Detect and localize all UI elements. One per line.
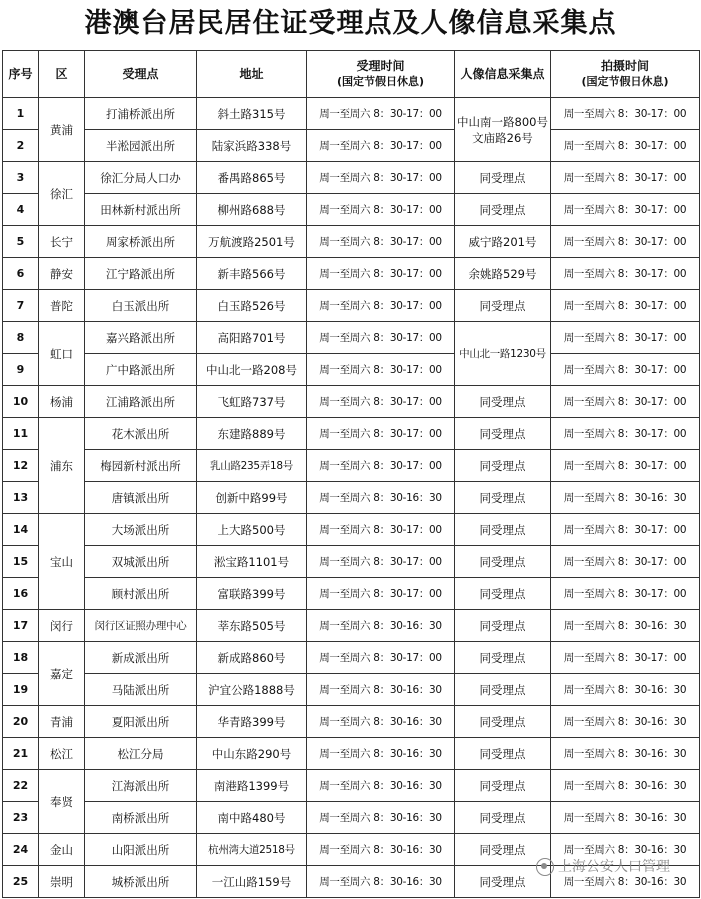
district-cell: 青浦 [39,706,85,738]
row-number: 20 [3,706,39,738]
hours-cell: 周一至周六 8：30-16：30 [307,610,455,642]
office-cell: 梅园新村派出所 [85,450,197,482]
office-cell: 大场派出所 [85,514,197,546]
address-cell: 白玉路526号 [197,290,307,322]
table-row [3,226,700,258]
photo-point-cell: 同受理点 [455,386,551,418]
table-row [3,706,700,738]
header-office: 受理点 [85,51,197,98]
photo-point-line: 文庙路26号 [472,130,533,145]
address-cell: 富联路399号 [197,578,307,610]
office-cell: 城桥派出所 [85,866,197,898]
table-row [3,482,700,514]
row-number: 17 [3,610,39,642]
office-cell: 山阳派出所 [85,834,197,866]
table-row [3,322,700,354]
district-cell: 静安 [39,258,85,290]
table-row [3,610,700,642]
row-number: 10 [3,386,39,418]
hours-cell: 周一至周六 8：30-17：00 [307,354,455,386]
photo-hours-cell: 周一至周六 8：30-17：00 [551,290,700,322]
photo-point-cell: 同受理点 [455,162,551,194]
address-cell: 上大路500号 [197,514,307,546]
address-cell: 淞宝路1101号 [197,546,307,578]
table-row [3,290,700,322]
row-number: 3 [3,162,39,194]
address-cell: 中山北一路208号 [197,354,307,386]
photo-point-cell [455,98,551,162]
office-cell: 半淞园派出所 [85,130,197,162]
district-cell: 金山 [39,834,85,866]
office-cell: 花木派出所 [85,418,197,450]
hours-cell: 周一至周六 8：30-16：30 [307,482,455,514]
photo-hours-cell: 周一至周六 8：30-16：30 [551,482,700,514]
table-row [3,354,700,386]
photo-hours-cell: 周一至周六 8：30-16：30 [551,834,700,866]
photo-hours-cell: 周一至周六 8：30-17：00 [551,418,700,450]
address-cell: 东建路889号 [197,418,307,450]
office-cell: 田林新村派出所 [85,194,197,226]
service-points-table [2,50,700,898]
office-cell: 江浦路派出所 [85,386,197,418]
office-cell: 松江分局 [85,738,197,770]
watermark-text: 上海公安人口管理 [558,859,670,875]
photo-point-cell: 同受理点 [455,802,551,834]
address-cell: 高阳路701号 [197,322,307,354]
district-cell: 奉贤 [39,770,85,834]
address-cell: 一江山路159号 [197,866,307,898]
row-number: 16 [3,578,39,610]
photo-point-cell: 余姚路529号 [455,258,551,290]
hours-cell: 周一至周六 8：30-17：00 [307,514,455,546]
photo-point-cell: 同受理点 [455,866,551,898]
table-row [3,386,700,418]
hours-cell: 周一至周六 8：30-17：00 [307,578,455,610]
photo-hours-cell: 周一至周六 8：30-17：00 [551,386,700,418]
address-cell: 沪宜公路1888号 [197,674,307,706]
photo-hours-cell: 周一至周六 8：30-17：00 [551,578,700,610]
header-no: 序号 [3,51,39,98]
district-cell: 浦东 [39,418,85,514]
row-number: 2 [3,130,39,162]
office-cell: 广中路派出所 [85,354,197,386]
table-row [3,738,700,770]
row-number: 8 [3,322,39,354]
hours-cell: 周一至周六 8：30-17：00 [307,258,455,290]
office-cell: 夏阳派出所 [85,706,197,738]
address-cell: 飞虹路737号 [197,386,307,418]
photo-hours-cell: 周一至周六 8：30-17：00 [551,130,700,162]
header-address: 地址 [197,51,307,98]
address-cell: 番禺路865号 [197,162,307,194]
row-number: 4 [3,194,39,226]
office-cell: 江海派出所 [85,770,197,802]
row-number: 7 [3,290,39,322]
office-cell: 新成派出所 [85,642,197,674]
row-number: 1 [3,98,39,130]
photo-point-cell: 同受理点 [455,418,551,450]
address-cell: 陆家浜路338号 [197,130,307,162]
office-cell: 白玉派出所 [85,290,197,322]
table-row [3,162,700,194]
photo-point-cell: 同受理点 [455,194,551,226]
hours-cell: 周一至周六 8：30-16：30 [307,770,455,802]
district-cell: 闵行 [39,610,85,642]
photo-hours-cell: 周一至周六 8：30-17：00 [551,450,700,482]
photo-hours-cell: 周一至周六 8：30-17：00 [551,514,700,546]
office-cell: 打浦桥派出所 [85,98,197,130]
photo-hours-cell: 周一至周六 8：30-16：30 [551,770,700,802]
district-cell: 徐汇 [39,162,85,226]
hours-cell: 周一至周六 8：30-17：00 [307,386,455,418]
photo-hours-cell: 周一至周六 8：30-16：30 [551,866,700,898]
address-cell: 柳州路688号 [197,194,307,226]
photo-hours-cell: 周一至周六 8：30-16：30 [551,706,700,738]
photo-hours-cell: 周一至周六 8：30-17：00 [551,354,700,386]
address-cell: 创新中路99号 [197,482,307,514]
office-cell: 江宁路派出所 [85,258,197,290]
photo-point-cell: 威宁路201号 [455,226,551,258]
table-row [3,578,700,610]
office-cell: 嘉兴路派出所 [85,322,197,354]
page-title: 港澳台居民居住证受理点及人像信息采集点 [84,8,617,39]
photo-point-cell: 同受理点 [455,770,551,802]
hours-cell: 周一至周六 8：30-16：30 [307,834,455,866]
header-photo-hours [551,51,700,98]
hours-cell: 周一至周六 8：30-17：00 [307,290,455,322]
wechat-logo-icon [536,858,554,876]
header-hours-title: 受理时间 [356,59,405,73]
row-number: 21 [3,738,39,770]
hours-cell: 周一至周六 8：30-17：00 [307,546,455,578]
table-row [3,642,700,674]
row-number: 19 [3,674,39,706]
district-cell: 长宁 [39,226,85,258]
photo-hours-cell: 周一至周六 8：30-17：00 [551,226,700,258]
watermark [536,856,670,876]
address-cell: 新成路860号 [197,642,307,674]
district-cell: 宝山 [39,514,85,610]
photo-point-cell: 中山北一路1230号 [455,322,551,386]
hours-cell: 周一至周六 8：30-17：00 [307,226,455,258]
photo-hours-cell: 周一至周六 8：30-16：30 [551,610,700,642]
header-hours [307,51,455,98]
row-number: 6 [3,258,39,290]
photo-point-cell: 同受理点 [455,450,551,482]
table-row [3,546,700,578]
photo-point-cell: 同受理点 [455,514,551,546]
row-number: 18 [3,642,39,674]
office-cell: 双城派出所 [85,546,197,578]
header-row [3,51,700,98]
table-row [3,770,700,802]
address-cell: 万航渡路2501号 [197,226,307,258]
office-cell: 唐镇派出所 [85,482,197,514]
address-cell: 南港路1399号 [197,770,307,802]
hours-cell: 周一至周六 8：30-17：00 [307,322,455,354]
hours-cell: 周一至周六 8：30-16：30 [307,866,455,898]
table-row [3,194,700,226]
photo-hours-cell: 周一至周六 8：30-16：30 [551,674,700,706]
row-number: 9 [3,354,39,386]
address-cell: 莘东路505号 [197,610,307,642]
hours-cell: 周一至周六 8：30-17：00 [307,162,455,194]
header-photo-point: 人像信息采集点 [455,51,551,98]
office-cell: 南桥派出所 [85,802,197,834]
row-number: 22 [3,770,39,802]
hours-cell: 周一至周六 8：30-17：00 [307,194,455,226]
header-photo-note: (国定节假日休息) [581,75,669,88]
photo-hours-cell: 周一至周六 8：30-16：30 [551,738,700,770]
row-number: 15 [3,546,39,578]
row-number: 12 [3,450,39,482]
photo-point-cell: 同受理点 [455,834,551,866]
table-row [3,450,700,482]
row-number: 24 [3,834,39,866]
row-number: 14 [3,514,39,546]
table-row [3,258,700,290]
row-number: 23 [3,802,39,834]
district-cell: 普陀 [39,290,85,322]
photo-point-cell: 同受理点 [455,578,551,610]
header-hours-note: (国定节假日休息) [336,75,425,88]
hours-cell: 周一至周六 8：30-17：00 [307,98,455,130]
photo-point-line: 中山南一路800号 [457,114,548,129]
photo-point-cell: 同受理点 [455,482,551,514]
photo-point-cell: 同受理点 [455,642,551,674]
row-number: 11 [3,418,39,450]
photo-point-cell: 同受理点 [455,610,551,642]
address-cell: 乳山路235弄18号 [197,450,307,482]
photo-hours-cell: 周一至周六 8：30-17：00 [551,98,700,130]
address-cell: 南中路480号 [197,802,307,834]
address-cell: 斜土路315号 [197,98,307,130]
office-cell: 周家桥派出所 [85,226,197,258]
table-row [3,514,700,546]
photo-hours-cell: 周一至周六 8：30-16：30 [551,802,700,834]
photo-hours-cell: 周一至周六 8：30-17：00 [551,194,700,226]
table-row [3,130,700,162]
table-row [3,802,700,834]
header-photo-title: 拍摄时间 [600,59,649,73]
hours-cell: 周一至周六 8：30-17：00 [307,450,455,482]
row-number: 25 [3,866,39,898]
district-cell: 嘉定 [39,642,85,706]
photo-point-cell: 同受理点 [455,290,551,322]
photo-hours-cell: 周一至周六 8：30-17：00 [551,322,700,354]
hours-cell: 周一至周六 8：30-17：00 [307,642,455,674]
district-cell: 虹口 [39,322,85,386]
hours-cell: 周一至周六 8：30-17：00 [307,418,455,450]
address-cell: 新丰路566号 [197,258,307,290]
office-cell: 徐汇分局人口办 [85,162,197,194]
photo-point-cell: 同受理点 [455,706,551,738]
photo-point-cell: 同受理点 [455,674,551,706]
table-row [3,674,700,706]
district-cell: 杨浦 [39,386,85,418]
office-cell: 闵行区证照办理中心 [85,610,197,642]
office-cell: 顾村派出所 [85,578,197,610]
photo-hours-cell: 周一至周六 8：30-17：00 [551,258,700,290]
district-cell: 松江 [39,738,85,770]
header-district: 区 [39,51,85,98]
address-cell: 杭州湾大道2518号 [197,834,307,866]
district-cell: 崇明 [39,866,85,898]
district-cell: 黄浦 [39,98,85,162]
photo-hours-cell: 周一至周六 8：30-17：00 [551,162,700,194]
row-number: 5 [3,226,39,258]
hours-cell: 周一至周六 8：30-16：30 [307,802,455,834]
photo-point-cell: 同受理点 [455,738,551,770]
hours-cell: 周一至周六 8：30-16：30 [307,706,455,738]
photo-point-cell: 同受理点 [455,546,551,578]
table-row [3,98,700,130]
hours-cell: 周一至周六 8：30-16：30 [307,738,455,770]
row-number: 13 [3,482,39,514]
hours-cell: 周一至周六 8：30-17：00 [307,130,455,162]
hours-cell: 周一至周六 8：30-16：30 [307,674,455,706]
photo-hours-cell: 周一至周六 8：30-17：00 [551,546,700,578]
office-cell: 马陆派出所 [85,674,197,706]
photo-hours-cell: 周一至周六 8：30-17：00 [551,642,700,674]
address-cell: 华青路399号 [197,706,307,738]
table-row [3,418,700,450]
address-cell: 中山东路290号 [197,738,307,770]
